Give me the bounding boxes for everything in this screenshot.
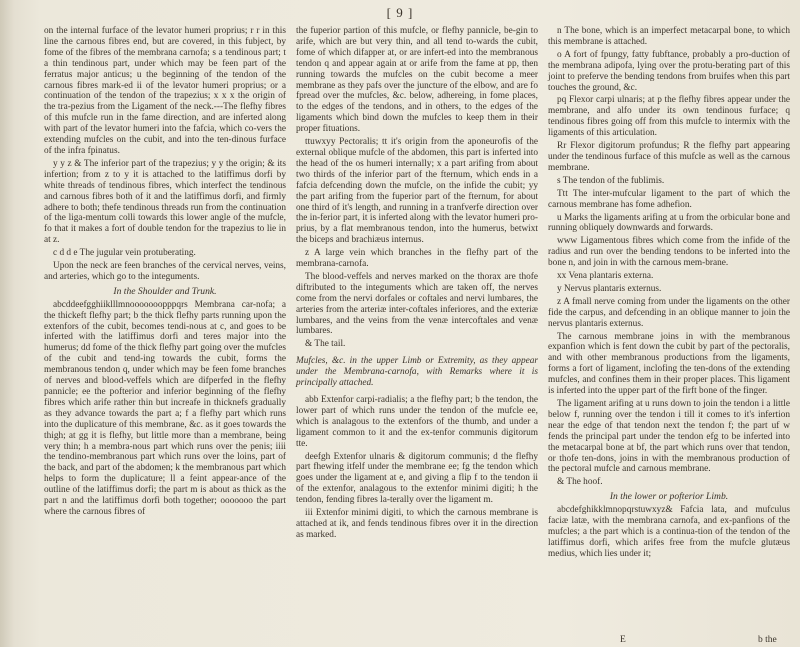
paragraph: & The hoof. [557,477,603,488]
paragraph: www Ligamentous fibres which come from the infide of the radius and run over the bending tendons to be inferted into the bone n, and join in with the carnous mem-brane. [548,236,790,269]
paragraph: y y z & The inferior part of the trapezius; y y the origin; & its infertion; from z to y it is attached to the latiffimus dorfi by white threads of tendinous fibres, which interfect the tendinous and carnous fibres both of it and the latiffimus dorfi, and firmly adhere to both; thefe tendinous threads run from the continuation of the liga-mentum colli towards this lower angle of the mufcle, fo that it makes a fort of double tendon for the trapezius to lie in at z. [44,158,286,246]
paragraph: The ligament arifing at u runs down to join the tendon i a little below f, running over the tendon i till it comes to it's infertion near the edge of that tendon next the tendon f; the part uf w fends the principal part under the tendon efg to be inferted into the metacarpal bone at bf, the part which runs over that tendon, or thofe ten-dons, joins in with the membranous production of the pectoral mufcle and carnous membrane. [548,399,790,475]
paragraph: abb Extenfor carpi-radialis; a the flefhy part; b the tendon, the lower part of which runs under the tendon of the mufcle ee, which is analagous to the extenfors of the thumb, and under a ligament common to it and the ex-tenfor communis digitorum tte. [296,395,538,449]
paragraph: s The tendon of the fublimis. [557,175,665,186]
page-number: [ 9 ] [386,5,414,20]
paragraph: abcdefghikklmnopqrstuwxyz& Fafcia lata, and mufculus faciæ latæ, with the membrana carnofa, and ex-panfions of the mufcles; a the part which is a continua-tion of the tendon of the latiffimus dorfi, which arifes free from the mufcle glutæus medius, which lies under it; [548,505,790,559]
paragraph: The carnous membrane joins in with the membranous expanfion which is fent down the cubit by part of the pectoralis, and with other membranous productions from the ligaments, forms a fort of ligament, inclofing the ten-dons of the extending mufcles, and confines them in their proper places. This ligament is inferted into the upper part of the firft bone of the finger. [548,331,790,397]
catchword: b the [758,635,777,645]
paragraph: The blood-veffels and nerves marked on the thorax are thofe diftributed to the integuments which are taken off, the nerves come from the nervi dorfales or coftales and nervi lumbares, the arteries from the arteriæ inter-coftales inferiores, and the exteriæ lumbares, and the veins from the venæ intercoftales and venæ lumbares. [296,271,538,337]
italic-section-note: Mufcles, &c. in the upper Limb or Extremity, as they appear under the Membrana-carnofa, with Remarks where it is principally attached. [296,356,538,389]
paragraph: z A fmall nerve coming from under the ligaments on the other fide the carpus, and defcending in an oblique manner to join the nervus plantaris externus. [548,296,790,329]
paragraph: on the internal furface of the levator humeri proprius; r r in this line the carnous fibres end, but are covered, in this fubject, by fome of the fibres of the membrana carnofa; s a tendinous part; t a thin tendinous part, under which may be feen part of the ferratus major anticus; u the beginning of the tendon of the carnous fibres mark-ed ii of the levator humeri proprius; or a continuation of the tendon of the trapezius; x x x the origin of the tra-pezius from the Ligament of the neck.---The flefhy fibres of this mufcle run in the fame direction, and are inferted along with part of the levator humeri into the fafcia, which co-vers the extending mufcles on the cubit, and into the ten-dinous furface of the infra fpinatus. [44,26,286,156]
paragraph: & The tail. [305,339,346,350]
paragraph: abcddeefgghiiklllmnooooooopppqrs Membrana car-nofa; a the thickeft flefhy part; b the thick flefhy parts running upon the extenfors of the cubit, becomes tendi-nous at c, and goes to be inferted with the latiffimus dorfi and teres major into the humerus; dd fome of the thick flefhy part going over the mufcles of the cubit and tend-ing towards the cubit, forms the membranous tendon q, under which may be feen fome branches of nerves and blood-veffels which are difperfed in the flefhy pannicle; ee the pofterior and inferior beginning of the flefhy fibres which arife rather thin but increafe in thicknefs gradually as they advance towards the part a; f a flefhy part which runs into the duplicature of this membrane, &c. as it goes towards the thigh; at gg it is flefhy, but little more than a membrane, being very thin; h a membra-nous part which runs over the penis; iiii the tendino-membranous part which runs over the loins, part of the back, and part of the abdomen; k the membranous part which helps to form the duplicature; ll a feint appear-ance of the outline of the latiffimus dorfi; the part m is about as thick as the part n and the latiffimus dorfi both together; ooooooo the part where the carnous fibres of [44,299,286,517]
paragraph: pq Flexor carpi ulnaris; at p the flefhy fibres appear under the membrane, and alfo under its own tendinous furface; q tendinous fibres going off from this mufcle to intermix with the ligaments of this articulation. [548,95,790,139]
column-middle [296,26,538,562]
paragraph: n The bone, which is an imperfect metacarpal bone, to which this membrane is attached. [548,26,790,47]
section-heading: In the Shoulder and Trunk. [113,285,217,297]
paragraph: iii Extenfor minimi digiti, to which the carnous membrane is attached at ik, and fends tendinous fibres over it in the direction as marked. [296,508,538,540]
section-heading: In the lower or pofterior Limb. [609,491,729,503]
column-left [44,26,286,562]
paragraph: xx Vena plantaris externa. [557,271,654,282]
paragraph: ttuwxyy Pectoralis; tt it's origin from the aponeurofis of the external oblique mufcle of the abdomen, this part is inferted into the head of the os humeri internally; x a part arifing from about two thirds of the inferior part of the fternum, which ends in a fafcia defcending down the mufcle, on the infide the cubit; yy the part arifing from the fuperior part of the fternum, for about one third of it's length, and running in a tranfverfe direction over the in-ferior part, it is inferted along with the levator humeri pro-prius, by a flat membranous tendon, into the humerus, betwixt the biceps and brachiæus internus. [296,137,538,246]
paragraph: the fuperior partion of this mufcle, or flefhy pannicle, be-gin to arife, which are but very thin, and all tend to-wards the cubit, fome of which difapper at, or are infert-ed into the membranous tendon q and appear again at or arife from the fame at pp, then running towards the mufcles on the cubit become a meer membrane as they pafs over the juncture of the elbow, and are fo fpread over the mufcles, &c. below, adhereing, in fome places, to the edges of the tendons, and in others, to the edges of the ligaments which bind down the mufcles to keep them in their proper fituations. [296,26,538,135]
paragraph: deefgh Extenfor ulnaris & digitorum communis; d the flefhy part fhewing itfelf under the membrane ee; fg the tendon which goes under the ligament at e, and giving a flip f to the tendon ii of the extenfor, analagous to the extenfor minimi digiti; h the tendon, fending fibres la-terally over the ligament m. [296,451,538,506]
paragraph: Ttt The inter-mufcular ligament to the part of which the carnous membrane has fome adhefion. [548,188,790,210]
column-right [548,26,790,562]
paragraph: u Marks the ligaments arifing at u from the orbicular bone and running obliquely downwards and forwards. [548,212,790,234]
paragraph: y Nervus plantaris externus. [557,283,662,294]
paragraph: c d d e The jugular vein protuberating. [53,248,196,259]
signature-mark: E [620,635,626,645]
paragraph: o A fort of fpungy, fatty fubftance, probably a pro-duction of the membrana adipofa, lying over the protu-berating part of this joint to preferve the bending tendons from bruifes when this part touches the ground, &c. [548,49,790,93]
paragraph: Upon the neck are feen branches of the cervical nerves, veins, and arteries, which go to the integuments. [44,261,286,282]
paragraph: Rr Flexor digitorum profundus; R the flefhy part appearing under the tendinous furface of this mufcle as well as the carnous membrane. [548,141,790,173]
paragraph: z A large vein which branches in the flefhy part of the membrana-carnofa. [296,248,538,270]
text-columns [44,26,790,562]
